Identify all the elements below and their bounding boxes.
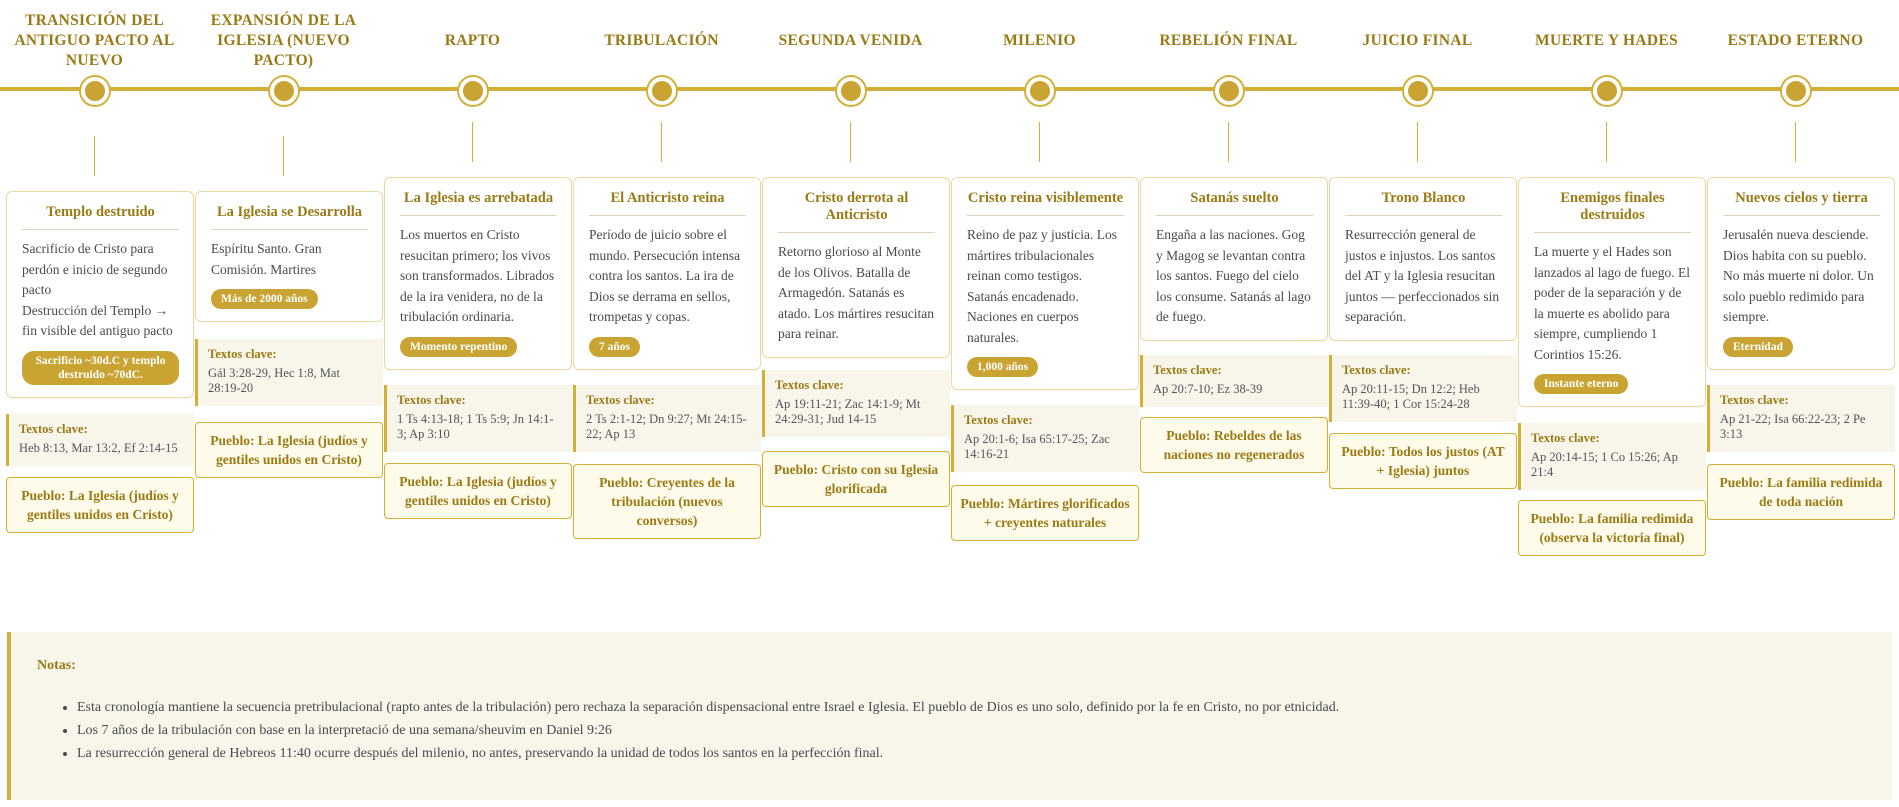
key-texts-label: Textos clave: — [19, 422, 88, 436]
people-box: Pueblo: La Iglesia (judíos y gentiles unidos en Cristo) — [6, 477, 194, 533]
connector-line — [94, 136, 95, 176]
people-box: Pueblo: La Iglesia (judíos y gentiles unidos en Cristo) — [195, 422, 383, 478]
event-description: La muerte y el Hades son lanzados al lago de fuego. El poder de la separación y de la muerte es abolido para siempre, cumpliendo 1 Corintios 15:26. — [1534, 244, 1690, 362]
event-description: Los muertos en Cristo resucitan primero; los vivos son transformados. Librados de la ira venidera, no de la tribulación ordinaria. — [400, 227, 555, 324]
key-texts-references: Ap 21-22; Isa 66:22-23; 2 Pe 3:13 — [1720, 412, 1866, 441]
timeline-marker-dot — [1782, 77, 1810, 105]
event-card — [1707, 177, 1895, 370]
period-title: MILENIO — [1003, 32, 1076, 49]
timeline-column — [945, 0, 1134, 600]
event-title: Satanás suelto — [1156, 190, 1313, 216]
key-texts-references: Gál 3:28-29, Hec 1:8, Mat 28:19-20 — [208, 366, 340, 395]
event-title: La Iglesia se Desarrolla — [211, 204, 368, 230]
key-texts-label: Textos clave: — [397, 393, 466, 407]
note-item: • Los 7 años de la tribulación con base en la interpretació de una semana/sheuvim en Daniel 9:26 — [77, 719, 1866, 742]
timeline-marker-dot — [837, 77, 865, 105]
notes-panel — [7, 632, 1892, 800]
key-texts-panel — [384, 385, 572, 452]
connector-line — [283, 136, 284, 176]
key-texts-references: Ap 20:14-15; 1 Co 15:26; Ap 21:4 — [1531, 450, 1678, 479]
event-description: Reino de paz y justicia. Los mártires tribulacionales reinan como testigos. Satanás encadenado. Naciones en cuerpos naturales. — [967, 227, 1117, 345]
connector-line — [661, 122, 662, 162]
key-texts-panel — [762, 370, 950, 437]
timeline-column — [1134, 0, 1323, 600]
event-card — [951, 177, 1139, 390]
period-title: SEGUNDA VENIDA — [778, 32, 923, 49]
key-texts-references: Ap 20:11-15; Dn 12:2; Heb 11:39-40; 1 Cor 15:24-28 — [1342, 382, 1480, 411]
event-title: Cristo derrota al Anticristo — [778, 190, 935, 233]
timeline-marker-dot — [1593, 77, 1621, 105]
connector-line — [472, 122, 473, 162]
key-texts-references: Heb 8:13, Mar 13:2, Ef 2:14-15 — [19, 441, 178, 455]
timeline-column — [1512, 0, 1701, 600]
event-description: Sacrificio de Cristo para perdón e inicio de segundo pacto Destrucción del Templo → fin visible del antiguo pacto — [22, 241, 173, 338]
duration-badge: Sacrificio ~30d.C y templo destruido ~70dC. — [22, 351, 179, 385]
key-texts-references: Ap 20:1-6; Isa 65:17-25; Zac 14:16-21 — [964, 432, 1110, 461]
event-title: Nuevos cielos y tierra — [1723, 190, 1880, 216]
people-box: Pueblo: Todos los justos (AT + Iglesia) juntos — [1329, 433, 1517, 489]
event-card — [1140, 177, 1328, 341]
key-texts-panel — [1707, 385, 1895, 452]
event-title: Trono Blanco — [1345, 190, 1502, 216]
event-card — [6, 191, 194, 398]
period-title: TRANSICIÓN DEL ANTIGUO PACTO AL NUEVO — [14, 12, 175, 69]
people-box: Pueblo: La familia redimida de toda nación — [1707, 464, 1895, 520]
key-texts-label: Textos clave: — [1153, 363, 1222, 377]
event-description: Engaña a las naciones. Gog y Magog se levantan contra los santos. Fuego del cielo los consume. Satanás al lago de fuego. — [1156, 227, 1311, 324]
key-texts-label: Textos clave: — [1342, 363, 1411, 377]
timeline-column — [378, 0, 567, 600]
connector-line — [1039, 122, 1040, 162]
event-card — [1329, 177, 1517, 341]
connector-line — [1417, 122, 1418, 162]
duration-badge: Eternidad — [1723, 337, 1793, 357]
key-texts-panel — [951, 405, 1139, 472]
event-card — [384, 177, 572, 370]
duration-badge: 7 años — [589, 337, 640, 357]
timeline-marker-dot — [270, 77, 298, 105]
event-description: Retorno glorioso al Monte de los Olivos. Batalla de Armagedón. Satanás es atado. Los mártires resucitan para reinar. — [778, 244, 934, 341]
event-title: Templo destruido — [22, 204, 179, 230]
people-box: Pueblo: La familia redimida (observa la victoria final) — [1518, 500, 1706, 556]
notes-title: Notas: — [37, 658, 76, 673]
period-title: ESTADO ETERNO — [1727, 32, 1864, 49]
period-title: EXPANSIÓN DE LA IGLESIA (NUEVO PACTO) — [210, 12, 357, 69]
timeline-column — [1323, 0, 1512, 600]
event-title: El Anticristo reina — [589, 190, 746, 216]
event-card — [1518, 177, 1706, 407]
event-title: Enemigos finales destruidos — [1534, 190, 1691, 233]
timeline-marker-dot — [459, 77, 487, 105]
event-description: Espíritu Santo. Gran Comisión. Martires — [211, 241, 322, 277]
duration-badge: Más de 2000 años — [211, 289, 318, 309]
event-card — [195, 191, 383, 322]
key-texts-label: Textos clave: — [1720, 393, 1789, 407]
event-description: Resurrección general de justos e injustos. Los santos del AT y la Iglesia resucitan juntos — perfeccionados sin separación. — [1345, 227, 1500, 324]
period-title: REBELIÓN FINAL — [1159, 32, 1298, 49]
key-texts-label: Textos clave: — [1531, 431, 1600, 445]
key-texts-label: Textos clave: — [586, 393, 655, 407]
key-texts-panel — [573, 385, 761, 452]
period-title: TRIBULACIÓN — [604, 32, 719, 49]
key-texts-references: Ap 19:11-21; Zac 14:1-9; Mt 24:29-31; Jud 14-15 — [775, 397, 921, 426]
event-description: Jerusalén nueva desciende. Dios habita con su pueblo. No más muerte ni dolor. Un solo pueblo redimido para siempre. — [1723, 227, 1874, 324]
period-title: MUERTE Y HADES — [1535, 32, 1678, 49]
note-item: • La resurrección general de Hebreos 11:40 ocurre después del milenio, no antes, preservando la unidad de todos los santos en la perfección final. — [77, 742, 1866, 765]
connector-line — [1795, 122, 1796, 162]
notes-list — [37, 696, 1866, 765]
event-title: La Iglesia es arrebatada — [400, 190, 557, 216]
period-title: JUICIO FINAL — [1362, 32, 1473, 49]
key-texts-label: Textos clave: — [208, 347, 277, 361]
connector-line — [1606, 122, 1607, 162]
people-box: Pueblo: Cristo con su Iglesia glorificada — [762, 451, 950, 507]
key-texts-panel — [195, 339, 383, 406]
timeline-marker-dot — [81, 77, 109, 105]
timeline-marker-dot — [1215, 77, 1243, 105]
timeline-column — [0, 0, 189, 600]
duration-badge: 1,000 años — [967, 357, 1038, 377]
key-texts-references: 2 Ts 2:1-12; Dn 9:27; Mt 24:15-22; Ap 13 — [586, 412, 747, 441]
key-texts-panel — [1329, 355, 1517, 422]
connector-line — [850, 122, 851, 162]
timeline-marker-dot — [1404, 77, 1432, 105]
key-texts-panel — [6, 414, 194, 466]
people-box: Pueblo: La Iglesia (judíos y gentiles unidos en Cristo) — [384, 463, 572, 519]
event-title: Cristo reina visiblemente — [967, 190, 1124, 216]
timeline-column — [189, 0, 378, 600]
duration-badge: Momento repentino — [400, 337, 517, 357]
key-texts-references: Ap 20:7-10; Ez 38-39 — [1153, 382, 1263, 396]
note-item: • Esta cronología mantiene la secuencia pretribulacional (rapto antes de la tribulación) pero rechaza la separación dispensacional entre Israel e Iglesia. El pueblo de Dios es uno solo, definido por la fe en Cristo, no por etnicidad. — [77, 696, 1866, 719]
timeline-column — [567, 0, 756, 600]
timeline-column — [1701, 0, 1890, 600]
people-box: Pueblo: Rebeldes de las naciones no regenerados — [1140, 417, 1328, 473]
key-texts-label: Textos clave: — [775, 378, 844, 392]
people-box: Pueblo: Creyentes de la tribulación (nuevos conversos) — [573, 464, 761, 539]
event-card — [573, 177, 761, 370]
timeline-column — [756, 0, 945, 600]
event-description: Período de juicio sobre el mundo. Persecución intensa contra los santos. La ira de Dios se derrama en sellos, trompetas y copas. — [589, 227, 741, 324]
connector-line — [1228, 122, 1229, 162]
timeline-marker-dot — [1026, 77, 1054, 105]
timeline-marker-dot — [648, 77, 676, 105]
key-texts-label: Textos clave: — [964, 413, 1033, 427]
key-texts-panel — [1518, 423, 1706, 490]
key-texts-references: 1 Ts 4:13-18; 1 Ts 5:9; Jn 14:1-3; Ap 3:10 — [397, 412, 554, 441]
duration-badge: Instante eterno — [1534, 374, 1628, 394]
key-texts-panel — [1140, 355, 1328, 407]
event-card — [762, 177, 950, 358]
people-box: Pueblo: Mártires glorificados + creyentes naturales — [951, 485, 1139, 541]
period-title: RAPTO — [444, 32, 501, 49]
